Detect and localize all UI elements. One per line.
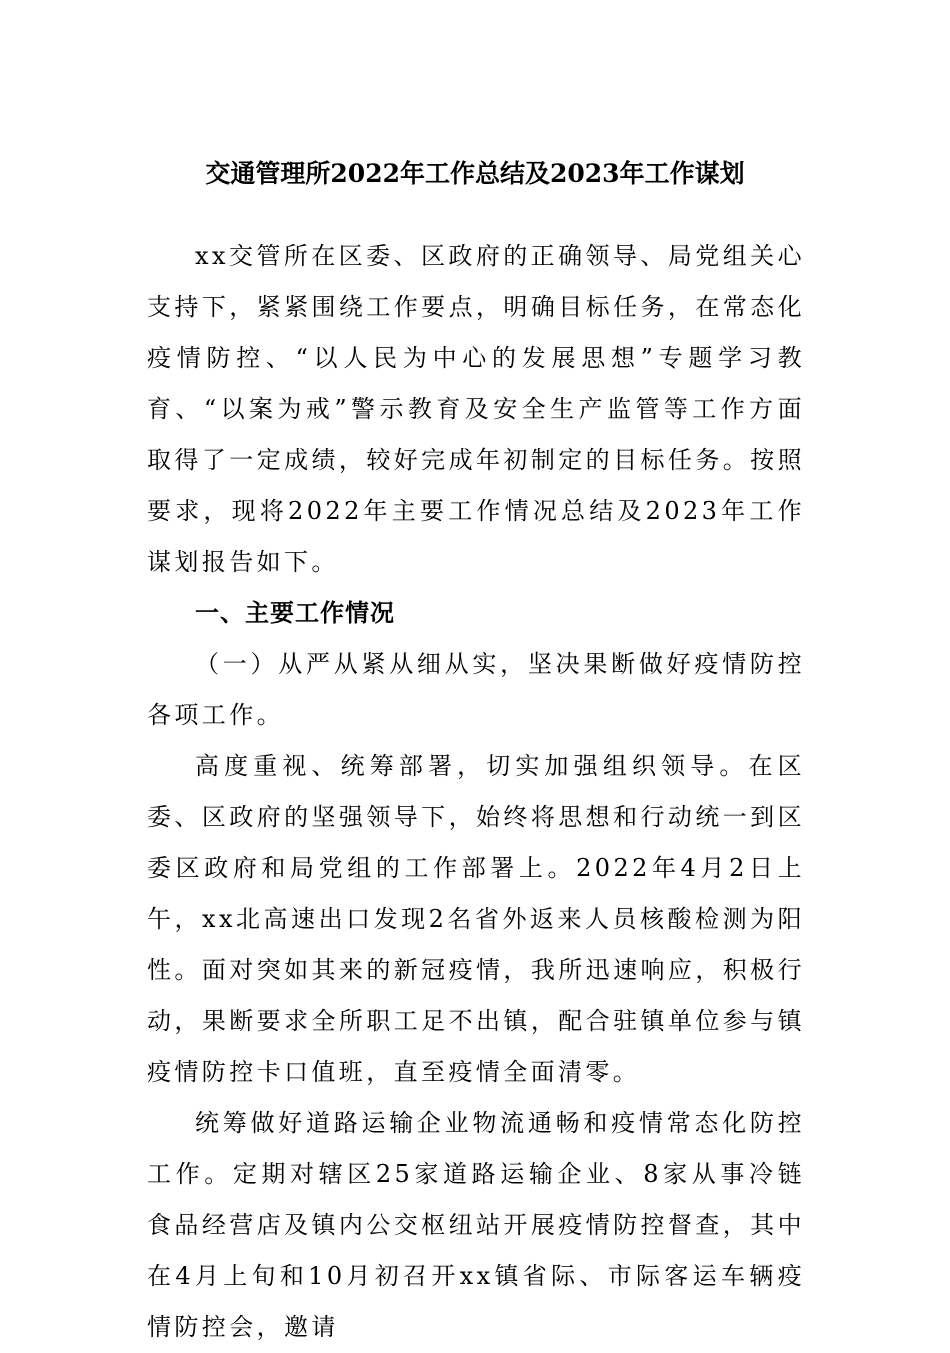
paragraph-organization: 高度重视、统筹部署，切实加强组织领导。在区委、区政府的坚强领导下，始终将思想和行动统一到区委区政府和局党组的工作部署上。2022年4月2日上午，xx北高速出口发现2名省外返来人员核酸检测为阳性。面对突如其来的新冠疫情，我所迅速响应，积极行动，果断要求全所职工足不出镇，配合驻镇单位参与镇疫情防控卡口值班，直至疫情全面清零。 xyxy=(147,752,805,1086)
paragraph-intro: xx交管所在区委、区政府的正确领导、局党组关心支持下，紧紧围绕工作要点，明确目标任务，在常态化疫情防控、“以人民为中心的发展思想”专题学习教育、“以案为戒”警示教育及安全生产监管等工作方面取得了一定成绩，较好完成年初制定的目标任务。按照要求，现将2022年主要工作情况总结及2023年工作谋划报告如下。 xyxy=(147,242,805,576)
subsection-heading-epidemic: （一）从严从紧从细从实，坚决果断做好疫情防控各项工作。 xyxy=(147,650,805,729)
paragraph-transport-enterprises: 统筹做好道路运输企业物流通畅和疫情常态化防控工作。定期对辖区25家道路运输企业、8家从事冷链食品经营店及镇内公交枢纽站开展疫情防控督查，其中在4月上旬和10月初召开xx镇省际、市际客运车辆疫情防控会，邀请 xyxy=(147,1109,805,1341)
document-body xyxy=(147,231,805,1353)
section-heading-main-work: 一、主要工作情况 xyxy=(195,599,395,627)
document-title: 交通管理所2022年工作总结及2023年工作谋划 xyxy=(205,159,745,188)
